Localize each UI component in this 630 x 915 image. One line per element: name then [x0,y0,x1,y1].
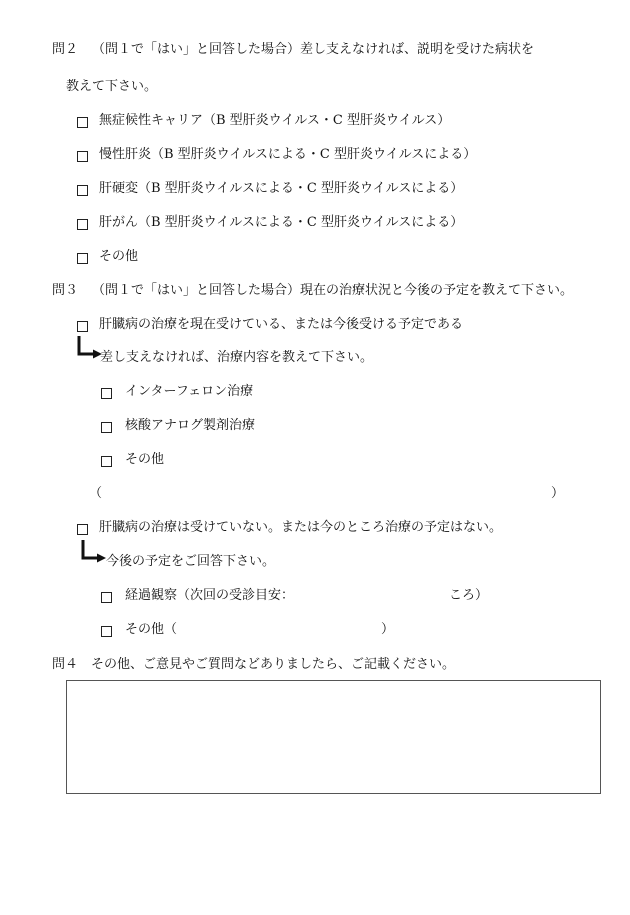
q3-option-a-label: 肝臓病の治療を現在受けている、または今後受ける予定である [99,317,464,332]
q3-sub-b-other-field[interactable] [185,620,380,640]
q2-option-4-checkbox[interactable] [77,219,88,230]
q3-other-paren-open: （ [89,486,103,501]
q2-option-1-checkbox[interactable] [77,117,88,128]
q3-other-paren-close: ） [551,486,565,501]
q2-option-4-label: 肝がん（B 型肝炎ウイルスによる・C 型肝炎ウイルスによる） [99,215,464,230]
q4-answer-box[interactable] [66,680,601,794]
q3-sub-b-option-1-label: 経過観察（次回の受診目安： [125,588,295,603]
q3-option-b-label: 肝臓病の治療は受けていない。または今のところ治療の予定はない。 [99,520,503,535]
q3-other-text-field[interactable] [104,484,549,504]
q2-question-line2: 教えて下さい。 [66,79,158,94]
q2-label: 問２ [52,42,79,57]
q3-sub-b-option-1-checkbox[interactable] [101,592,112,603]
q2-option-5-label: その他 [99,249,139,264]
q3-sub-a-option-2-checkbox[interactable] [101,422,112,433]
q3-sub-b-option-1-end: ころ） [449,588,489,603]
q3-option-a-checkbox[interactable] [77,321,88,332]
q3-sub-a-option-3-label: その他 [125,452,165,467]
q3-sub-a-option-2-label: 核酸アナログ製剤治療 [125,418,256,433]
q3-sub-a-prompt: 差し支えなければ、治療内容を教えて下さい。 [100,350,374,365]
q3-sub-a-option-1-label: インターフェロン治療 [125,384,254,399]
q3-sub-a-option-1-checkbox[interactable] [101,388,112,399]
q3-sub-b-option-2-checkbox[interactable] [101,626,112,637]
q4-label: 問４ [52,657,79,672]
q3-option-b-checkbox[interactable] [77,524,88,535]
q3-next-visit-field[interactable] [302,586,444,606]
q2-option-3-label: 肝硬変（B 型肝炎ウイルスによる・C 型肝炎ウイルスによる） [99,181,464,196]
q3-sub-b-prompt: 今後の予定をご回答下さい。 [106,554,276,569]
q2-question-line1: （問１で「はい」と回答した場合）差し支えなければ、説明を受けた病状を [92,42,535,57]
q4-question: その他、ご意見やご質問などありましたら、ご記載ください。 [91,657,456,672]
q3-sub-a-option-3-checkbox[interactable] [101,456,112,467]
q2-option-5-checkbox[interactable] [77,253,88,264]
q3-sub-b-option-2-label: その他（ [125,622,178,637]
q2-option-2-checkbox[interactable] [77,151,88,162]
q2-option-1-label: 無症候性キャリア（B 型肝炎ウイルス・C 型肝炎ウイルス） [99,113,451,128]
q3-question: （問１で「はい」と回答した場合）現在の治療状況と今後の予定を教えて下さい。 [92,283,574,298]
q3-label: 問３ [52,283,79,298]
q2-option-3-checkbox[interactable] [77,185,88,196]
q2-option-2-label: 慢性肝炎（B 型肝炎ウイルスによる・C 型肝炎ウイルスによる） [99,147,477,162]
q3-sub-b-option-2-end: ） [381,622,395,637]
